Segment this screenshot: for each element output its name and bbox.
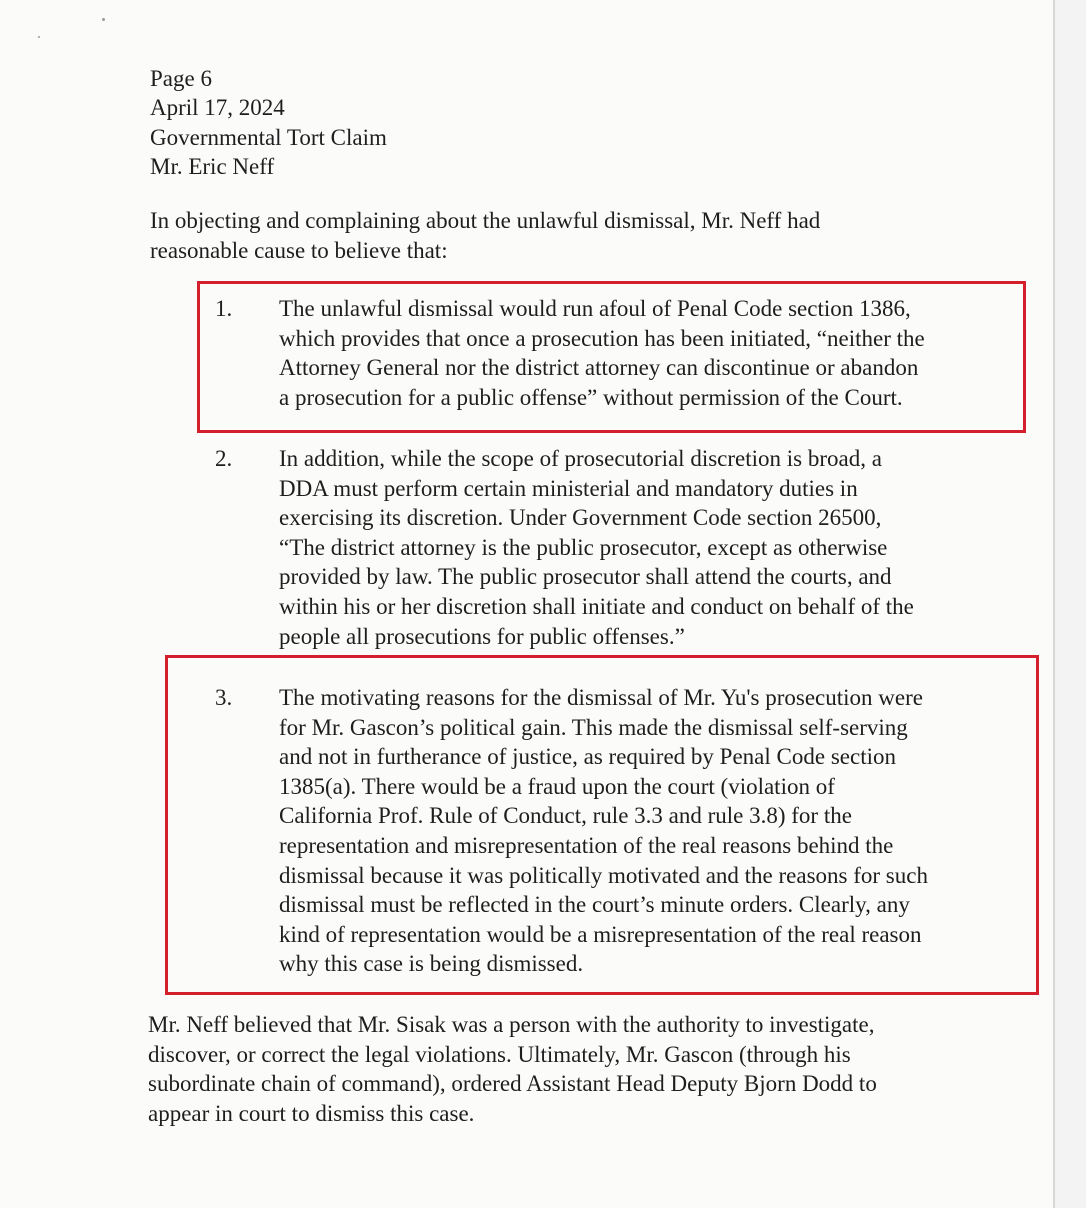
item-line: In addition, while the scope of prosecutorial discretion is broad, a bbox=[279, 446, 882, 471]
item-line: dismissal because it was politically motivated and the reasons for such bbox=[279, 862, 928, 888]
list-item-2 bbox=[279, 444, 914, 651]
item-line: DDA must perform certain ministerial and mandatory duties in bbox=[279, 475, 858, 501]
page-margin-shade bbox=[1055, 0, 1086, 1208]
page-number: Page 6 bbox=[150, 66, 212, 91]
item-line: and not in furtherance of justice, as required by Penal Code section bbox=[279, 744, 896, 770]
list-item-3 bbox=[279, 683, 928, 979]
item-line: within his or her discretion shall initiate and conduct on behalf of the bbox=[279, 593, 914, 619]
closing-paragraph bbox=[148, 1010, 877, 1128]
intro-line: reasonable cause to believe that: bbox=[150, 237, 448, 263]
item-line: kind of representation would be a misrepresentation of the real reason bbox=[279, 921, 922, 947]
item-line: California Prof. Rule of Conduct, rule 3.3 and rule 3.8) for the bbox=[279, 803, 852, 829]
item-number: 1. bbox=[215, 296, 233, 321]
letter-date: April 17, 2024 bbox=[150, 95, 285, 121]
page-edge bbox=[1053, 0, 1055, 1208]
item-line: which provides that once a prosecution has been initiated, “neither the bbox=[279, 325, 925, 351]
scan-speck bbox=[102, 18, 105, 21]
intro-paragraph bbox=[150, 206, 820, 265]
item-line: The unlawful dismissal would run afoul of Penal Code section 1386, bbox=[279, 296, 911, 321]
item-line: The motivating reasons for the dismissal of Mr. Yu's prosecution were bbox=[279, 685, 923, 710]
closing-line: discover, or correct the legal violations. Ultimately, Mr. Gascon (through his bbox=[148, 1041, 851, 1067]
item-line: 1385(a). There would be a fraud upon the court (violation of bbox=[279, 773, 835, 799]
item-line: why this case is being dismissed. bbox=[279, 951, 584, 977]
item-line: representation and misrepresentation of the real reasons behind the bbox=[279, 832, 894, 858]
list-item-1 bbox=[279, 294, 925, 412]
closing-line: Mr. Neff believed that Mr. Sisak was a person with the authority to investigate, bbox=[148, 1012, 875, 1037]
claimant-name: Mr. Eric Neff bbox=[150, 153, 275, 179]
intro-line: In objecting and complaining about the unlawful dismissal, Mr. Neff had bbox=[150, 208, 821, 233]
item-number: 2. bbox=[215, 446, 233, 471]
item-line: Attorney General nor the district attorney can discontinue or abandon bbox=[279, 355, 919, 381]
item-line: exercising its discretion. Under Government Code section 26500, bbox=[279, 505, 882, 531]
item-line: “The district attorney is the public prosecutor, except as otherwise bbox=[279, 534, 888, 560]
letter-header bbox=[150, 64, 387, 181]
item-line: dismissal must be reflected in the court’s minute orders. Clearly, any bbox=[279, 892, 910, 918]
item-line: people all prosecutions for public offenses.” bbox=[279, 623, 685, 649]
scan-speck bbox=[38, 36, 40, 38]
item-line: for Mr. Gascon’s political gain. This made the dismissal self-serving bbox=[279, 714, 908, 740]
item-line: a prosecution for a public offense” without permission of the Court. bbox=[279, 384, 903, 410]
closing-line: appear in court to dismiss this case. bbox=[148, 1100, 475, 1126]
closing-line: subordinate chain of command), ordered Assistant Head Deputy Bjorn Dodd to bbox=[148, 1071, 877, 1097]
letter-subject: Governmental Tort Claim bbox=[150, 124, 387, 150]
item-line: provided by law. The public prosecutor shall attend the courts, and bbox=[279, 564, 892, 590]
item-number: 3. bbox=[215, 685, 233, 710]
